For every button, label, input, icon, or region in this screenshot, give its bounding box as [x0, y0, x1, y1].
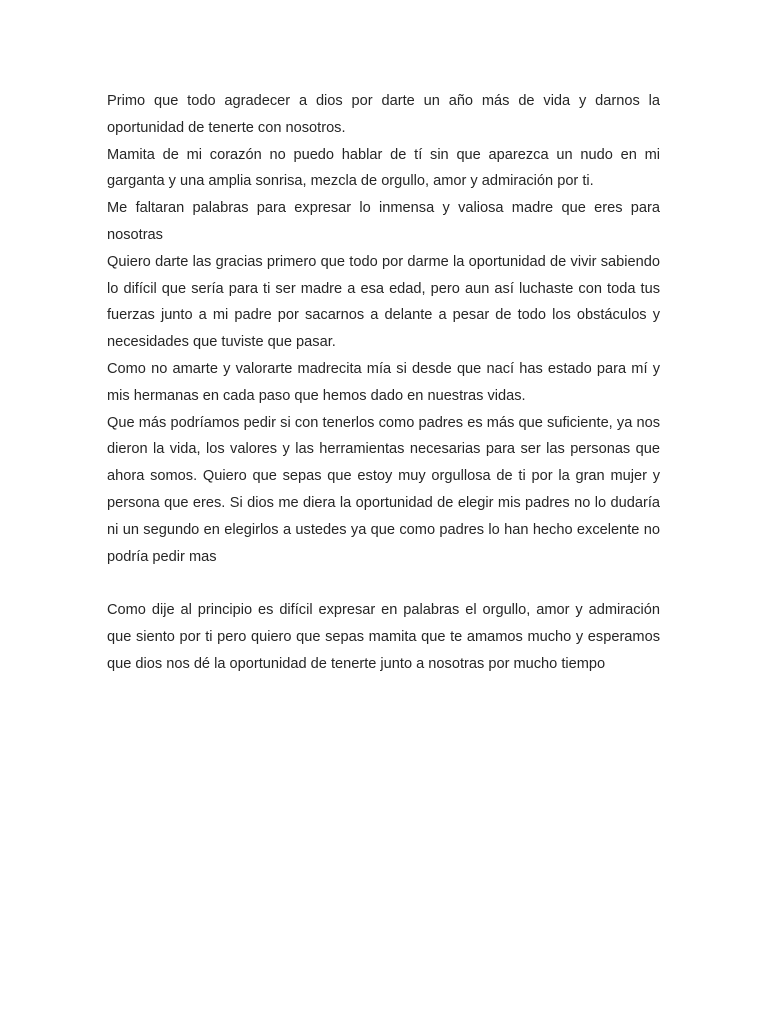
paragraph-5: Como no amarte y valorarte madrecita mía si desde que nací has estado para mí y mis hermanas en cada paso que hemos dado en nuestras vidas. — [107, 360, 660, 404]
paragraph-2: Mamita de mi corazón no puedo hablar de tí sin que aparezca un nudo en mi garganta y una amplia sonrisa, mezcla de orgullo, amor y admiración por ti. — [107, 146, 660, 190]
paragraph-6: Que más podríamos pedir si con tenerlos como padres es más que suficiente, ya nos dieron la vida, los valores y las herramientas necesarias para ser las personas que ahora somos. Quiero que sepas que estoy muy orgullosa de ti por la gran mujer y persona que eres. Si dios me diera la oportunidad de elegir mis padres no lo dudaría ni un segundo en elegirlos a ustedes ya que como padres lo han hecho excelente no podría pedir mas — [107, 414, 660, 565]
document-body — [107, 88, 660, 678]
paragraph-spacer — [107, 570, 660, 597]
paragraph-3: Me faltaran palabras para expresar lo inmensa y valiosa madre que eres para nosotras — [107, 200, 660, 243]
paragraph-4: Quiero darte las gracias primero que todo por darme la oportunidad de vivir sabiendo lo difícil que sería para ti ser madre a esa edad, pero aun así luchaste con toda tus fuerzas junto a mi padre por sacarnos a delante a pesar de todo los obstáculos y necesidades que tuviste que pasar. — [107, 253, 660, 351]
paragraph-7: Como dije al principio es difícil expresar en palabras el orgullo, amor y admiración que siento por ti pero quiero que sepas mamita que te amamos mucho y esperamos que dios nos dé la oportunidad de tenerte junto a nosotras por mucho tiempo — [107, 602, 660, 672]
paragraph-1: Primo que todo agradecer a dios por darte un año más de vida y darnos la oportunidad de tenerte con nosotros. — [107, 93, 660, 136]
